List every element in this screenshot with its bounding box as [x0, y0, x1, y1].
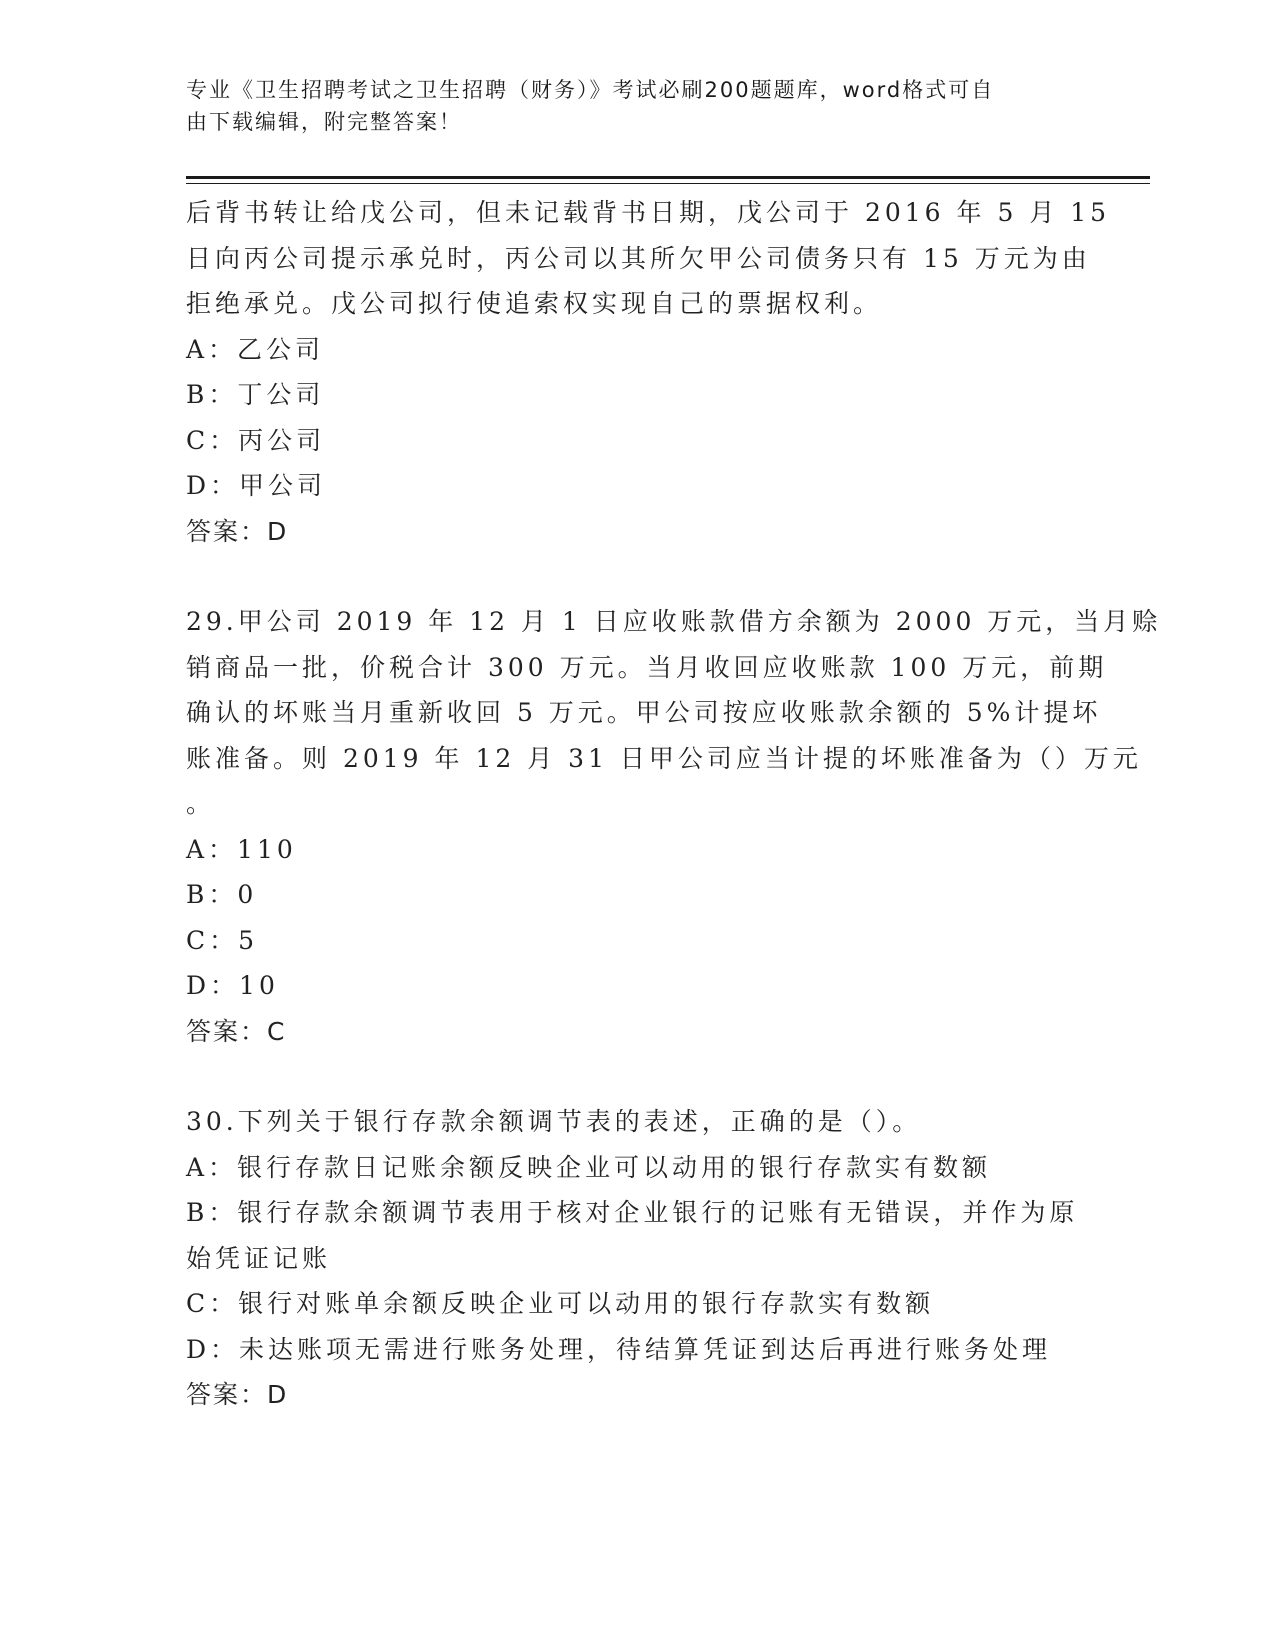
header-line-1: 专业《卫生招聘考试之卫生招聘（财务）》考试必刷200题题库，word格式可自 [186, 78, 995, 102]
option-a: A：110 [186, 834, 297, 864]
question-28 [186, 190, 1111, 554]
option-c: C：银行对账单余额反映企业可以动用的银行存款实有数额 [186, 1289, 935, 1318]
question-text-line: 29.甲公司 2019 年 12 月 1 日应收账款借方余额为 2000 万元，当月赊 [186, 607, 1162, 636]
question-30 [186, 1099, 1086, 1418]
option-b: B：银行存款余额调节表用于核对企业银行的记账有无错误，并作为原 [186, 1198, 1079, 1227]
spacer [186, 1054, 1086, 1099]
question-text-line: 后背书转让给戊公司，但未记载背书日期，戊公司于 2016 年 5 月 15 [186, 198, 1111, 227]
option-d: D：10 [186, 971, 279, 1000]
option-c: C：丙公司 [186, 425, 326, 455]
question-text-line: 。 [186, 789, 216, 818]
option-b: B：丁公司 [186, 380, 325, 409]
answer-line: 答案：C [186, 1016, 287, 1046]
document-body [186, 190, 1162, 1418]
answer-line: 答案：D [186, 516, 289, 546]
header-divider-thick [186, 176, 1150, 179]
question-text-line: 销商品一批，价税合计 300 万元。当月收回应收账款 100 万元，前期 [186, 652, 1108, 682]
option-b: B：0 [186, 880, 258, 909]
option-b-continued: 始凭证记账 [186, 1243, 332, 1273]
option-c: C：5 [186, 925, 259, 955]
spacer [186, 554, 1086, 599]
question-text-line: 30.下列关于银行存款余额调节表的表述，正确的是（）。 [186, 1107, 922, 1136]
question-text-line: 日向丙公司提示承兑时，丙公司以其所欠甲公司债务只有 15 万元为由 [186, 243, 1091, 273]
document-header [186, 74, 1086, 138]
header-divider-thin [186, 183, 1150, 184]
question-text-line: 拒绝承兑。戊公司拟行使追索权实现自己的票据权利。 [186, 289, 883, 318]
header-line-2: 由下载编辑，附完整答案！ [186, 110, 462, 134]
option-a: A：乙公司 [186, 334, 325, 364]
answer-line: 答案：D [186, 1380, 289, 1409]
option-a: A：银行存款日记账余额反映企业可以动用的银行存款实有数额 [186, 1152, 992, 1182]
option-d: D：甲公司 [186, 471, 327, 500]
question-29 [186, 599, 1162, 1054]
question-text-line: 账准备。则 2019 年 12 月 31 日甲公司应当计提的坏账准备为（）万元 [186, 743, 1142, 773]
question-text-line: 确认的坏账当月重新收回 5 万元。甲公司按应收账款余额的 5%计提坏 [186, 698, 1102, 727]
option-d: D：未达账项无需进行账务处理，待结算凭证到达后再进行账务处理 [186, 1334, 1052, 1364]
